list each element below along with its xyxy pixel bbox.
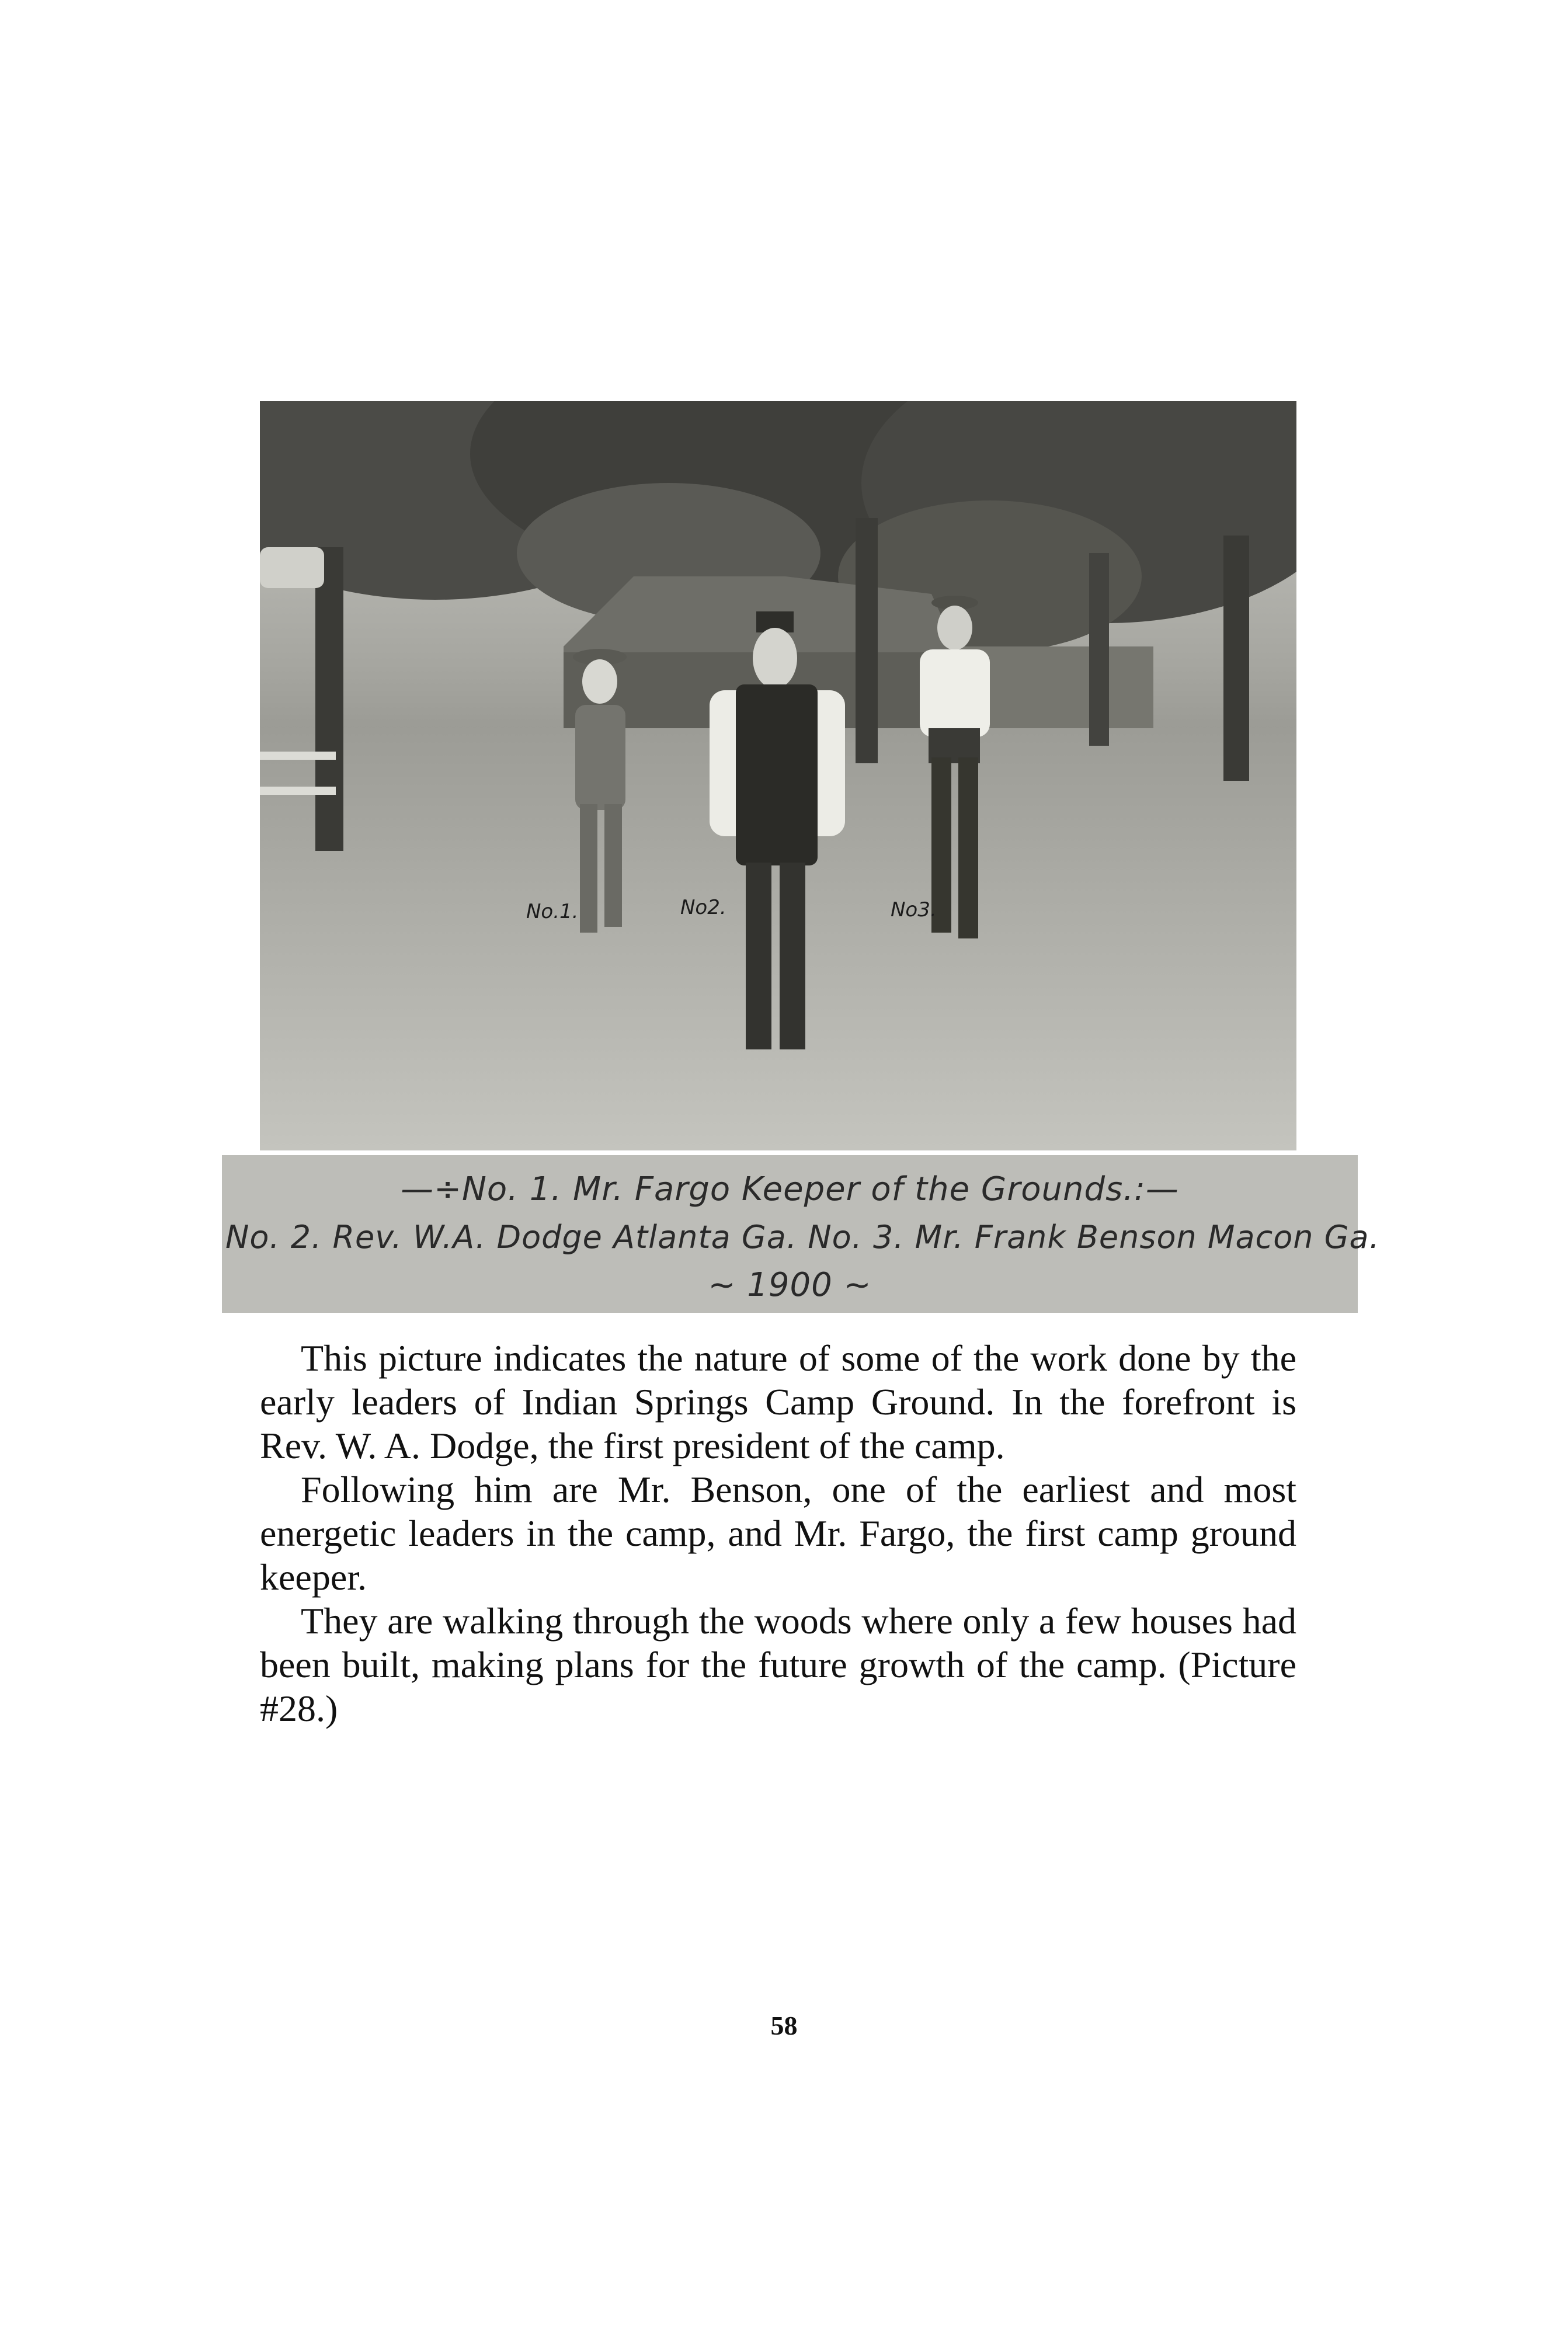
photograph-image — [260, 401, 1296, 1150]
paragraph-1: This picture indicates the nature of some of the work done by the early leaders of Indian Springs Camp Ground. In the forefront is Rev. W. A. Dodge, the first president of the camp. — [260, 1337, 1296, 1466]
caption-year: 1900 — [747, 1266, 833, 1304]
page-number: 58 — [770, 2011, 798, 2040]
squiggle-left-icon: ∼ — [708, 1266, 736, 1304]
paragraph-2: Following him are Mr. Benson, one of the earliest and most energetic leaders in the camp, and Mr. Fargo, the first camp ground keeper. — [260, 1469, 1296, 1598]
paragraph-3: They are walking through the woods where only a few houses had been built, making plans for the future growth of the camp. (Picture #28.) — [260, 1600, 1296, 1729]
squiggle-right-icon: ∼ — [843, 1266, 872, 1304]
body-text — [260, 1336, 1296, 1730]
caption-line-3 — [222, 1261, 1358, 1309]
handwritten-caption — [222, 1155, 1380, 1313]
caption-line-2: No. 2. Rev. W.A. Dodge Atlanta Ga. No. 3. Mr. Frank Benson Macon Ga. — [225, 1219, 1380, 1256]
historical-photograph — [260, 401, 1296, 1150]
photo-label-no1: No.1. — [526, 900, 579, 923]
photo-label-no3: No3. — [891, 898, 937, 922]
photo-label-no2: No2. — [680, 896, 726, 919]
caption-line-1: —÷No. 1. Mr. Fargo Keeper of the Grounds.:— — [401, 1170, 1179, 1208]
